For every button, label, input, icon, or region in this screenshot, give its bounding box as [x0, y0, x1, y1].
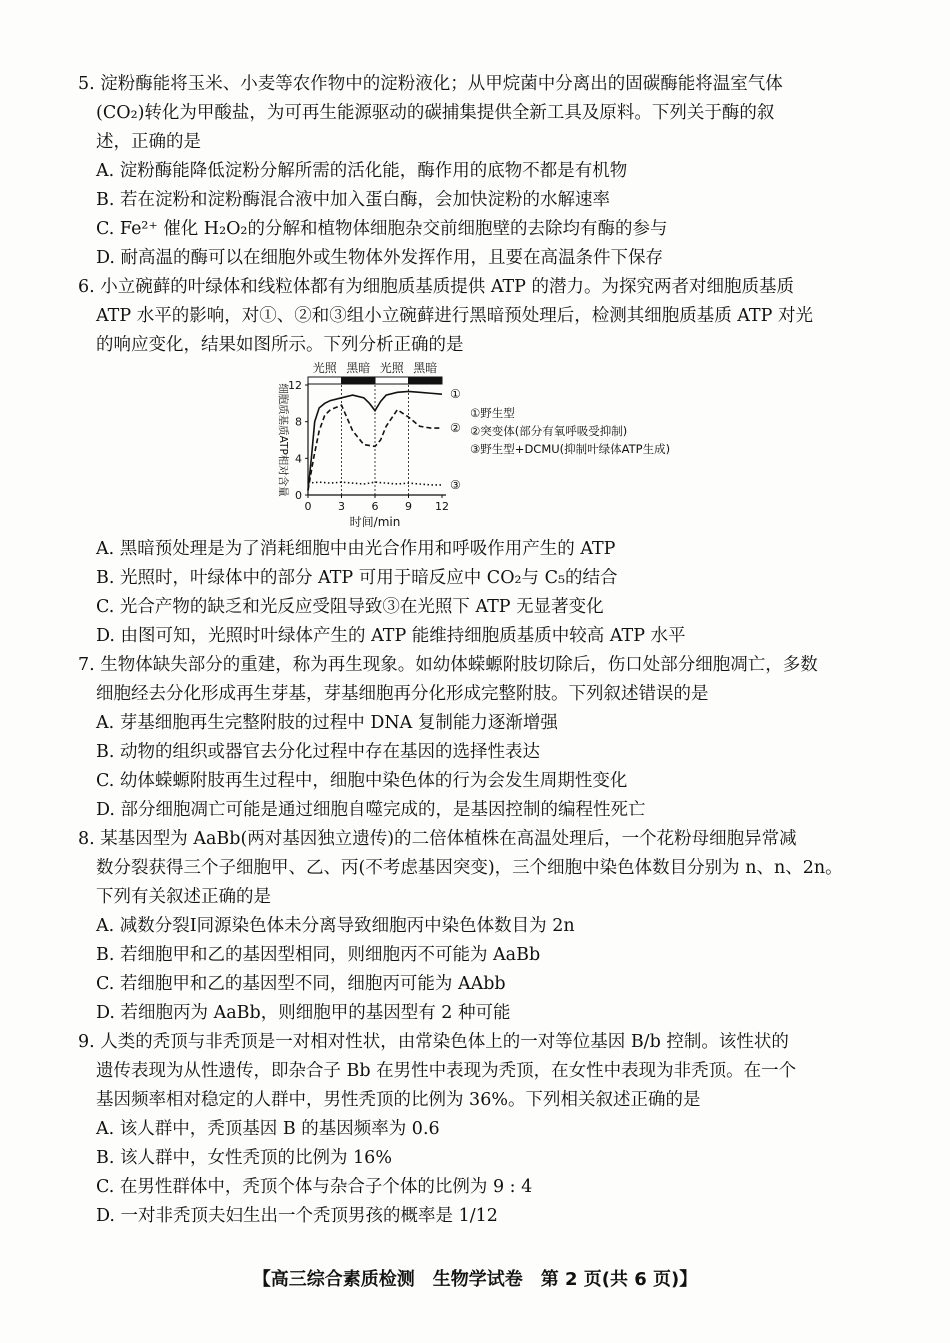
q6-option-c: C. 光合产物的缺乏和光反应受阻导致③在光照下 ATP 无显著变化	[96, 597, 604, 617]
legend-entry: ③野生型+DCMU(抑制叶绿体ATP生成)	[470, 442, 671, 456]
bar-label: 光照	[312, 361, 337, 375]
y-tick-label: 12	[288, 379, 302, 392]
y-tick-label: 4	[295, 452, 302, 466]
q8-option-a: A. 减数分裂Ⅰ同源染色体未分离导致细胞丙中染色体数目为 2n	[96, 916, 575, 936]
light-dark-bar	[308, 360, 442, 384]
q6-stem-line-1: 6. 小立碗藓的叶绿体和线粒体都有为细胞质基质提供 ATP 的潜力。为探究两者对细胞质基质	[78, 277, 795, 297]
q7-stem-line-1: 7. 生物体缺失部分的重建，称为再生现象。如幼体蝾螈附肢切除后，伤口处部分细胞凋亡，多数	[78, 655, 818, 675]
q7-option-b: B. 动物的组织或器官去分化过程中存在基因的选择性表达	[96, 742, 540, 762]
page-footer: 【高三综合素质检测 生物学试卷 第 2 页(共 6 页)】	[252, 1269, 698, 1290]
bar-segment-dark	[342, 377, 376, 384]
q8-stem-line-3: 下列有关叙述正确的是	[96, 887, 271, 907]
y-tick-label: 8	[295, 415, 302, 429]
y-tick-label: 0	[295, 489, 302, 502]
bar-label: 光照	[379, 361, 404, 375]
q9-option-c: C. 在男性群体中，秃顶个体与杂合子个体的比例为 9 : 4	[96, 1177, 533, 1197]
chart-legend	[470, 406, 670, 456]
q8-stem-line-1: 8. 某基因型为 AaBb(两对基因独立遗传)的二倍体植株在高温处理后，一个花粉母细胞异常减	[78, 829, 797, 849]
q6-stem-line-3: 的响应变化，结果如图所示。下列分析正确的是	[96, 335, 464, 355]
q6-option-b: B. 光照时，叶绿体中的部分 ATP 可用于暗反应中 CO₂与 C₅的结合	[96, 568, 618, 588]
q5-option-c: C. Fe²⁺ 催化 H₂O₂的分解和植物体细胞杂交前细胞壁的去除均有酶的参与	[96, 219, 668, 239]
legend-entry: ①野生型	[470, 406, 515, 420]
x-axis-label: 时间/min	[349, 515, 401, 529]
series-end-marker: ①	[450, 387, 461, 402]
x-tick-label: 9	[405, 500, 412, 513]
bar-label: 黑暗	[413, 361, 438, 375]
x-tick-label: 12	[435, 500, 449, 513]
bar-segment-light	[308, 377, 342, 384]
q5-option-a: A. 淀粉酶能降低淀粉分解所需的活化能，酶作用的底物不都是有机物	[96, 161, 628, 181]
q9-stem-line-2: 遗传表现为从性遗传，即杂合子 Bb 在男性中表现为秃顶，在女性中表现为非秃顶。在一个	[96, 1061, 797, 1081]
series-end-marker: ③	[450, 477, 461, 492]
x-tick-label: 0	[304, 500, 312, 513]
bar-segment-light	[375, 377, 409, 384]
bar-label: 黑暗	[346, 361, 371, 375]
q7-option-c: C. 幼体蝾螈附肢再生过程中，细胞中染色体的行为会发生周期性变化	[96, 771, 628, 791]
q9-option-a: A. 该人群中，秃顶基因 B 的基因频率为 0.6	[96, 1119, 440, 1139]
q7-option-a: A. 芽基细胞再生完整附肢的过程中 DNA 复制能力逐渐增强	[96, 713, 558, 733]
chart-axes	[277, 379, 449, 529]
q5-stem-line-2: (CO₂)转化为甲酸盐，为可再生能源驱动的碳捕集提供全新工具及原料。下列关于酶的叙	[96, 103, 775, 123]
q6-option-a: A. 黑暗预处理是为了消耗细胞中由光合作用和呼吸作用产生的 ATP	[96, 539, 616, 559]
q5-stem-line-3: 述，正确的是	[96, 132, 201, 152]
legend-entry: ②突变体(部分有氧呼吸受抑制)	[470, 424, 628, 438]
q5-option-d: D. 耐高温的酶可以在细胞外或生物体外发挥作用，且要在高温条件下保存	[96, 248, 664, 268]
q8-option-b: B. 若细胞甲和乙的基因型相同，则细胞丙不可能为 AaBb	[96, 945, 541, 965]
chart-series	[308, 387, 461, 492]
q9-stem-line-1: 9. 人类的秃顶与非秃顶是一对相对性状，由常染色体上的一对等位基因 B/b 控制。该性状的	[78, 1032, 789, 1052]
q9-stem-line-3: 基因频率相对稳定的人群中，男性秃顶的比例为 36%。下列相关叙述正确的是	[96, 1090, 701, 1110]
q8-stem-line-2: 数分裂获得三个子细胞甲、乙、丙(不考虑基因突变)，三个细胞中染色体数目分别为 n、n、2n。	[96, 858, 843, 878]
atp-line-chart	[270, 357, 730, 532]
bar-segment-dark	[409, 377, 443, 384]
q6-option-d: D. 由图可知，光照时叶绿体产生的 ATP 能维持细胞质基质中较高 ATP 水平	[96, 626, 686, 646]
x-tick-label: 6	[371, 500, 379, 513]
q8-option-d: D. 若细胞丙为 AaBb，则细胞甲的基因型有 2 种可能	[96, 1003, 511, 1023]
q5-stem-line-1: 5. 淀粉酶能将玉米、小麦等农作物中的淀粉液化；从甲烷菌中分离出的固碳酶能将温室气体	[78, 74, 783, 94]
y-axis-label: 细胞质基质ATP相对含量	[277, 383, 289, 497]
q9-option-b: B. 该人群中，女性秃顶的比例为 16%	[96, 1148, 392, 1168]
q6-stem-line-2: ATP 水平的影响，对①、②和③组小立碗藓进行黑暗预处理后，检测其细胞质基质 ATP 对光	[96, 306, 813, 326]
series-end-marker: ②	[450, 421, 461, 436]
q9-option-d: D. 一对非秃顶夫妇生出一个秃顶男孩的概率是 1/12	[96, 1206, 498, 1226]
q5-option-b: B. 若在淀粉和淀粉酶混合液中加入蛋白酶，会加快淀粉的水解速率	[96, 190, 610, 210]
q8-option-c: C. 若细胞甲和乙的基因型不同，细胞丙可能为 AAbb	[96, 974, 506, 994]
q7-option-d: D. 部分细胞凋亡可能是通过细胞自噬完成的，是基因控制的编程性死亡	[96, 800, 646, 820]
x-tick-label: 3	[338, 500, 345, 513]
q7-stem-line-2: 细胞经去分化形成再生芽基，芽基细胞再分化形成完整附肢。下列叙述错误的是	[96, 684, 709, 704]
